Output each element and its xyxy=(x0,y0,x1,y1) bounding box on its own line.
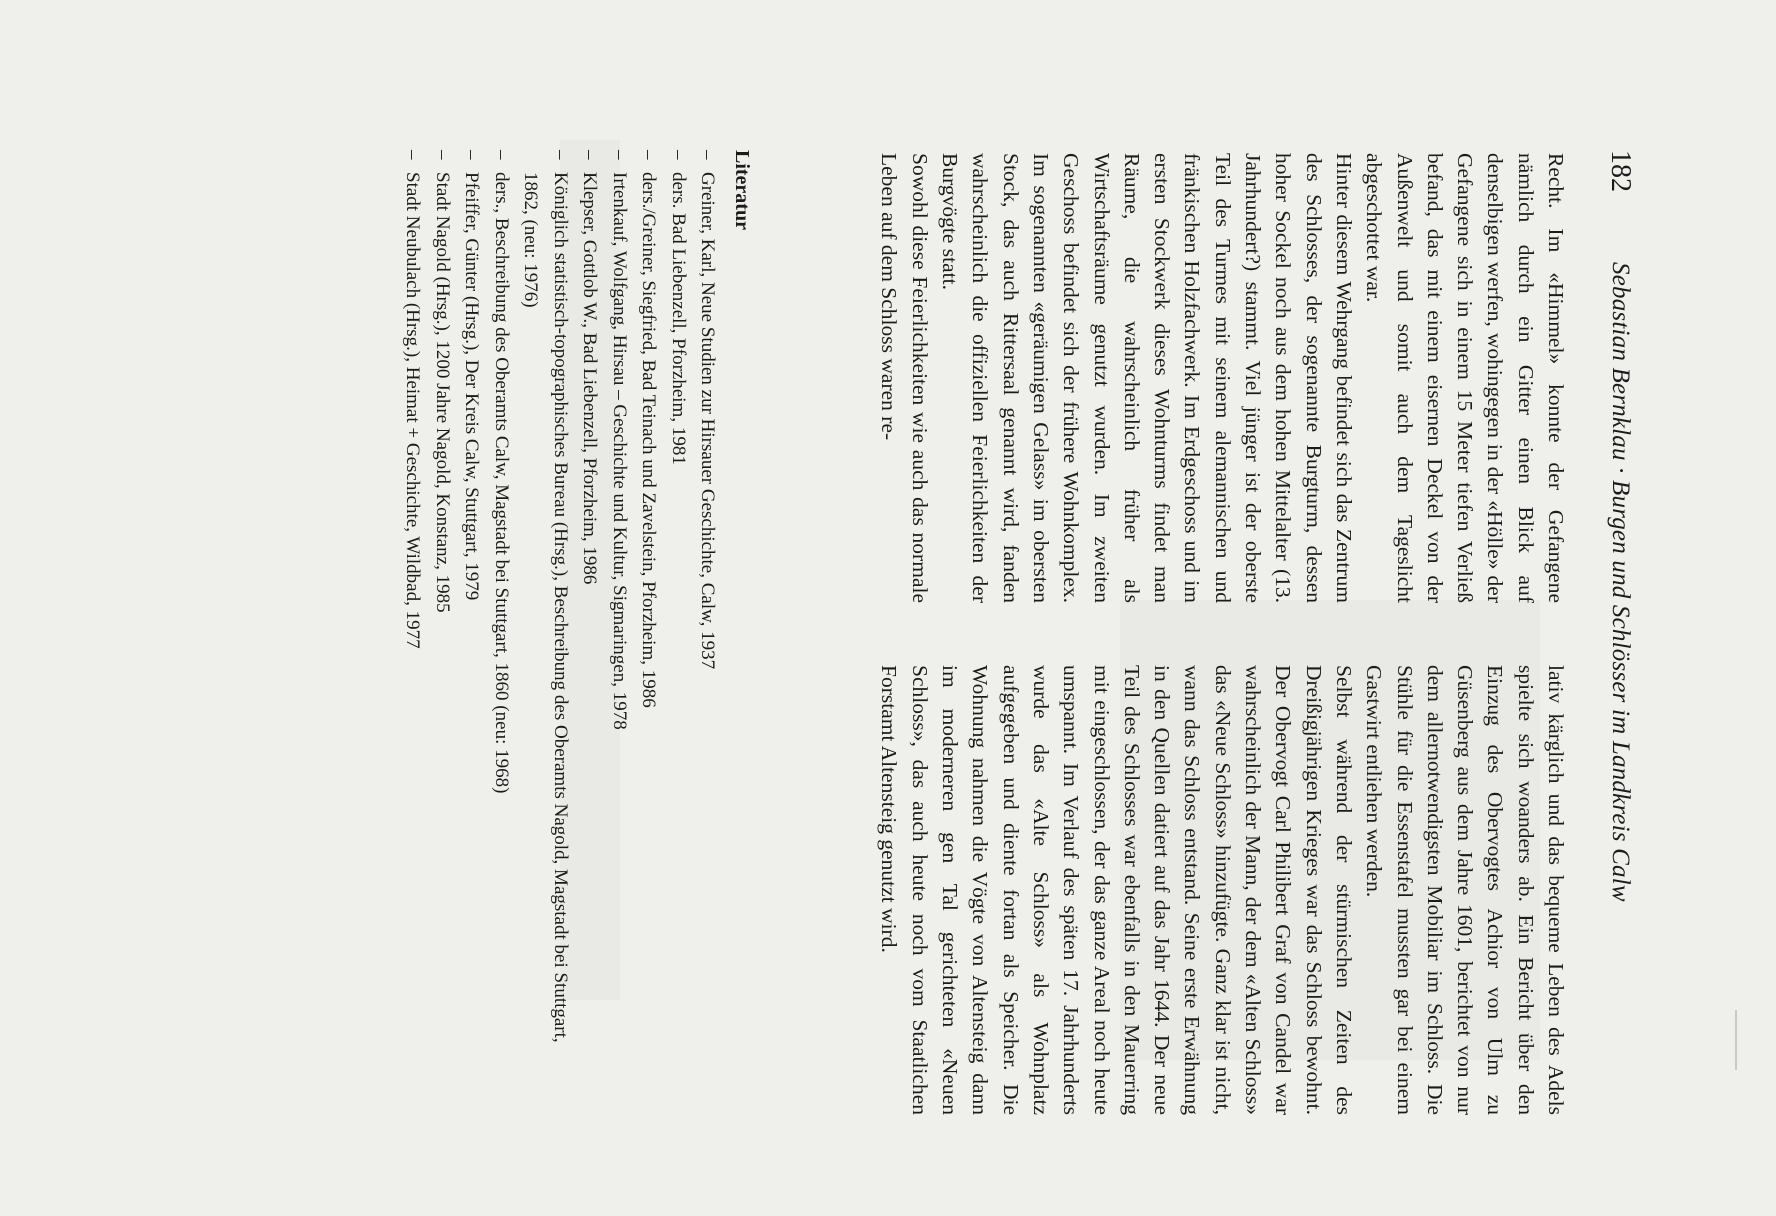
literature-item-text: Stadt Neubulach (Hrsg.), Heimat + Geschichte, Wildbad, 1977 xyxy=(402,172,424,649)
list-dash: – xyxy=(668,150,689,160)
paragraph: Selbst während der stürmischen Zeiten des Dreißigjährigen Krieges war das Schloss bewohnt. Der Obervogt Carl Philibert Graf von Candel war wahrscheinlich der Mann, der dem «Alten Schloss» das «Neue Schloss» hinzufügte. Ganz klar ist nicht, wann das Schloss entstand. Seine erste Erwähnung in den Quellen datiert auf das Jahr 1644. Der neue Teil des Schlosses war ebenfalls in den Mauerring mit eingeschlossen, der das ganze Areal noch heute umspannt. Im Verlauf des späten 17. Jahrhunderts wurde das «Alte Schloss» als Wohnplatz aufgegeben und diente fortan als Speicher. Die Wohnung nahmen die Vögte von Altensteig dann im moderneren gen Tal gerichteten «Neuen Schloss», das auch heute noch vom Staatlichen Forstamt Altensteig genutzt wird. xyxy=(877,665,1356,1115)
literature-item xyxy=(634,150,664,1080)
literature-item-text: ders./Greiner, Siegfried, Bad Teinach und Zavelstein, Pforzheim, 1986 xyxy=(638,172,660,708)
literature-item-text: Klepser, Gottlob W., Bad Liebenzell, Pforzheim, 1986 xyxy=(579,172,601,585)
literature-item-text: Greiner, Karl, Neue Studien zur Hirsauer Geschichte, Calw, 1937 xyxy=(697,172,719,670)
list-dash: – xyxy=(609,150,630,160)
literature-item xyxy=(605,150,635,1080)
literature-item-text: Stadt Nagold (Hrsg.), 1200 Jahre Nagold, Konstanz, 1985 xyxy=(432,172,453,613)
literature-item xyxy=(575,150,605,1080)
paragraph: Sowohl diese Feierlichkeiten wie auch das normale Leben auf dem Schloss waren re- xyxy=(877,153,932,603)
literature-item xyxy=(693,150,723,1080)
literature-heading: Literatur xyxy=(731,150,753,230)
literature-section xyxy=(398,150,756,1080)
running-title: Sebastian Bernklau · Burgen und Schlösser im Landkreis Calw xyxy=(1607,262,1634,902)
list-dash: – xyxy=(491,150,512,160)
paragraph: Recht. Im «Himmel» konnte der Gefangene nämlich durch ein Gitter einen Blick auf denselbigen werfen, wohingegen in der «Hölle» der Gefangene sich in einem 15 Meter tiefen Verließ befand, das mit einem eisernen Deckel von der Außenwelt und somit auch dem Tageslicht abgeschottet war. xyxy=(1362,153,1568,603)
list-dash: – xyxy=(432,150,453,160)
paragraph: Hinter diesem Wehrgang befindet sich das Zentrum des Schlosses, der sogenannte Burgturm, dessen hoher Sockel noch aus dem hohen Mittelalter (13. Jahrhundert?) stammt. Viel jünger ist der oberste Teil des Turmes mit seinem alemannischen und fränkischen Holzfachwerk. Im Erdgeschoss und im ersten Stockwerk dieses Wohnturms findet man Räume, die wahrscheinlich früher als Wirtschaftsräume genutzt wurden. Im zweiten Geschoss befindet sich der frühere Wohnkomplex. Im sogenannten «geräumigen Gelass» im obersten Stock, das auch Rittersaal genannt wird, fanden wahrscheinlich die offiziellen Feierlichkeiten der Burgvögte statt. xyxy=(938,153,1356,603)
literature-item-text: Königlich statistisch-topographisches Bureau (Hrsg.), Beschreibung des Oberamts Nagold, Magstadt bei Stuttgart, 1862, (neu: 1976) xyxy=(520,172,571,1043)
list-dash: – xyxy=(402,150,424,160)
text-column-right xyxy=(874,665,1571,1115)
literature-item xyxy=(664,150,694,1080)
list-dash: – xyxy=(697,150,719,160)
page-header xyxy=(1600,150,1640,1070)
literature-item-text: Pfeiffer, Günter (Hrsg.), Der Kreis Calw, Stuttgart, 1979 xyxy=(461,172,483,601)
list-dash: – xyxy=(638,150,660,160)
literature-item-text: ders., Beschreibung des Oberamts Calw, Magstadt bei Stuttgart, 1860 (neu: 1968) xyxy=(491,172,512,794)
literature-item xyxy=(398,150,428,1080)
list-dash: – xyxy=(461,150,483,160)
literature-item xyxy=(516,150,575,1080)
literature-item-text: Irtenkauf, Wolfgang, Hirsau – Geschichte und Kultur, Sigmaringen, 1978 xyxy=(609,172,630,730)
literature-item xyxy=(457,150,487,1080)
literature-item xyxy=(428,150,458,1080)
page-number: 182 xyxy=(1605,150,1636,192)
list-dash: – xyxy=(550,150,571,160)
literature-item-text: ders. Bad Liebenzell, Pforzheim, 1981 xyxy=(668,172,689,465)
text-column-left xyxy=(874,153,1571,603)
literature-item xyxy=(487,150,517,1080)
list-dash: – xyxy=(579,150,601,160)
paragraph: lativ kärglich und das bequeme Leben des Adels spielte sich woanders ab. Ein Bericht über den Einzug des Obervogtes Achior von Ulm zu Güsenberg aus dem Jahre 1601, berichtet von nur dem allernotwendigsten Mobiliar im Schloss. Die Stühle für die Essenstafel mussten gar bei einem Gastwirt entliehen werden. xyxy=(1362,665,1568,1115)
